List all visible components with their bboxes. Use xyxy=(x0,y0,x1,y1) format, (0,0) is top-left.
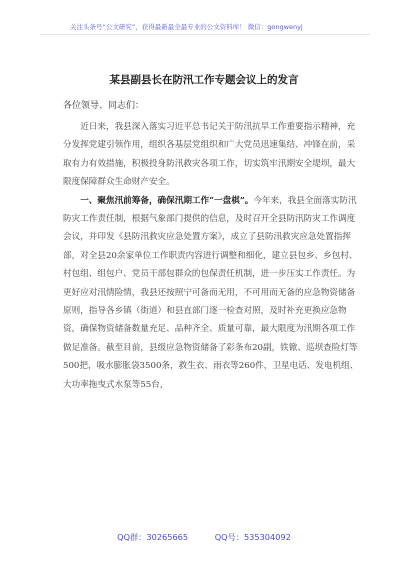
salutation: 各位领导、同志们： xyxy=(63,101,145,111)
paragraph-section-1 xyxy=(63,192,363,394)
section-1-text: 今年来，我县全面落实防汛防灾工作责任制，根据气象部门提供的信息，及时召开全县防汛防灾工作调度会议，并印发《县防汛救灾应急处置方案》，成立了县防汛救灾应急处置指挥部，对全县20余家单位工作职责内容进行调整和细化，建立县包乡、乡包村、村包组、组包户、党员干部包群众的包保责任机制，进一步压实工作责任。为更好应对汛情险情，我县还按照宁可备而无用，不可用而无备的应急物资储备原则，指导各乡镇（街道）和县直部门逐一检查对照，及时补充更换应急物资，确保物资储备数量充足、品种齐全、质量可靠，最大限度为汛期各项工作做足准备。截至目前，县级应急物资储备了彩条布20副，铁锨、巡坝查险灯等500把，吸水膨胀袋3500条，救生衣、雨衣等260件，卫星电话、发电机组、大功率拖曳式水泵等55台， xyxy=(63,195,359,390)
document-body xyxy=(63,118,363,394)
header-divider xyxy=(40,34,370,35)
section-1-heading: 一、聚焦汛前筹备，确保汛期工作“一盘棋”。 xyxy=(80,195,254,206)
document-title: 某县副县长在防汛工作专题会议上的发言 xyxy=(109,74,299,86)
footer-contact xyxy=(0,532,408,543)
qq-group: QQ群：30265665 xyxy=(117,532,189,542)
paragraph-intro: 近日来，我县深入落实习近平总书记关于防汛抗旱工作重要指示精神，充分发挥党建引领作用，组织各基层党组织和广大党员迅速集结、冲锋在前，采取有力有效措施，积极投身防汛救灾各项工作，切实筑牢汛期安全堤坝，最大限度保障群众生命财产安全。 xyxy=(63,122,356,188)
header-promo-note: 关注头条号“公文研究”，获得最新最全最专业的公文资料库！ 微信：gongwenyj xyxy=(70,23,303,31)
qq-number: QQ号：535304092 xyxy=(214,532,291,542)
